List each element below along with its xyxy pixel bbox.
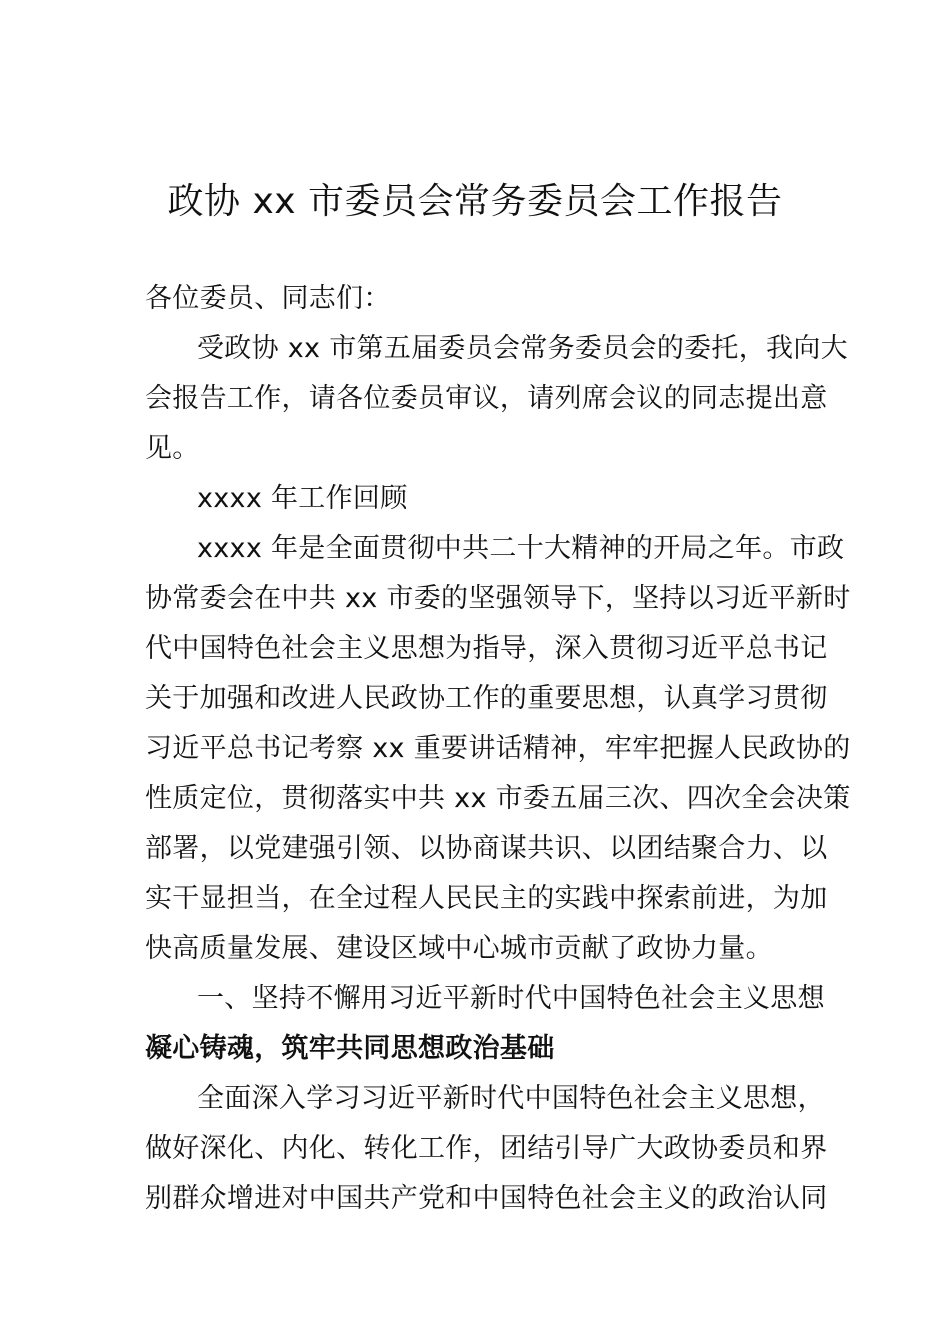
salutation-line: 各位委员、同志们： [145,283,391,314]
section-heading-line: xxxx 年工作回顾 [197,483,408,514]
intro-line: 会报告工作，请各位委员审议，请列席会议的同志提出意 [145,383,828,414]
review-line: 实干显担当，在全过程人民民主的实践中探索前进，为加 [145,883,828,914]
review-line: 快高质量发展、建设区域中心城市贡献了政协力量。 [145,933,773,964]
intro-line: 见。 [145,433,200,464]
review-line: 协常委会在中共 xx 市委的坚强领导下，坚持以习近平新时 [145,583,851,614]
point-one-line: 凝心铸魂，筑牢共同思想政治基础 [145,1033,555,1064]
review-line: 部署，以党建强引领、以协商谋共识、以团结聚合力、以 [145,833,828,864]
review-line: 代中国特色社会主义思想为指导，深入贯彻习近平总书记 [145,633,828,664]
point-one-body-line: 做好深化、内化、转化工作，团结引导广大政协委员和界 [145,1133,828,1164]
review-line: 关于加强和改进人民政协工作的重要思想，认真学习贯彻 [145,683,828,714]
point-one-body-line: 全面深入学习习近平新时代中国特色社会主义思想， [197,1083,825,1114]
review-line: 性质定位，贯彻落实中共 xx 市委五届三次、四次全会决策 [145,783,851,814]
intro-line: 受政协 xx 市第五届委员会常务委员会的委托，我向大 [197,333,848,364]
point-one-body-line: 别群众增进对中国共产党和中国特色社会主义的政治认同 [145,1183,828,1214]
point-one-body [145,1074,828,1224]
point-one-line: 一、坚持不懈用习近平新时代中国特色社会主义思想 [197,983,825,1014]
review-line: xxxx 年是全面贯彻中共二十大精神的开局之年。市政 [197,533,845,564]
salutation [145,274,810,324]
section-heading [145,474,810,524]
review-paragraph [145,524,851,974]
point-one-heading [145,974,825,1074]
document-title: 政协 xx 市委员会常务委员会工作报告 [167,181,783,222]
intro-paragraph [145,324,848,474]
review-line: 习近平总书记考察 xx 重要讲话精神，牢牢把握人民政协的 [145,733,851,764]
